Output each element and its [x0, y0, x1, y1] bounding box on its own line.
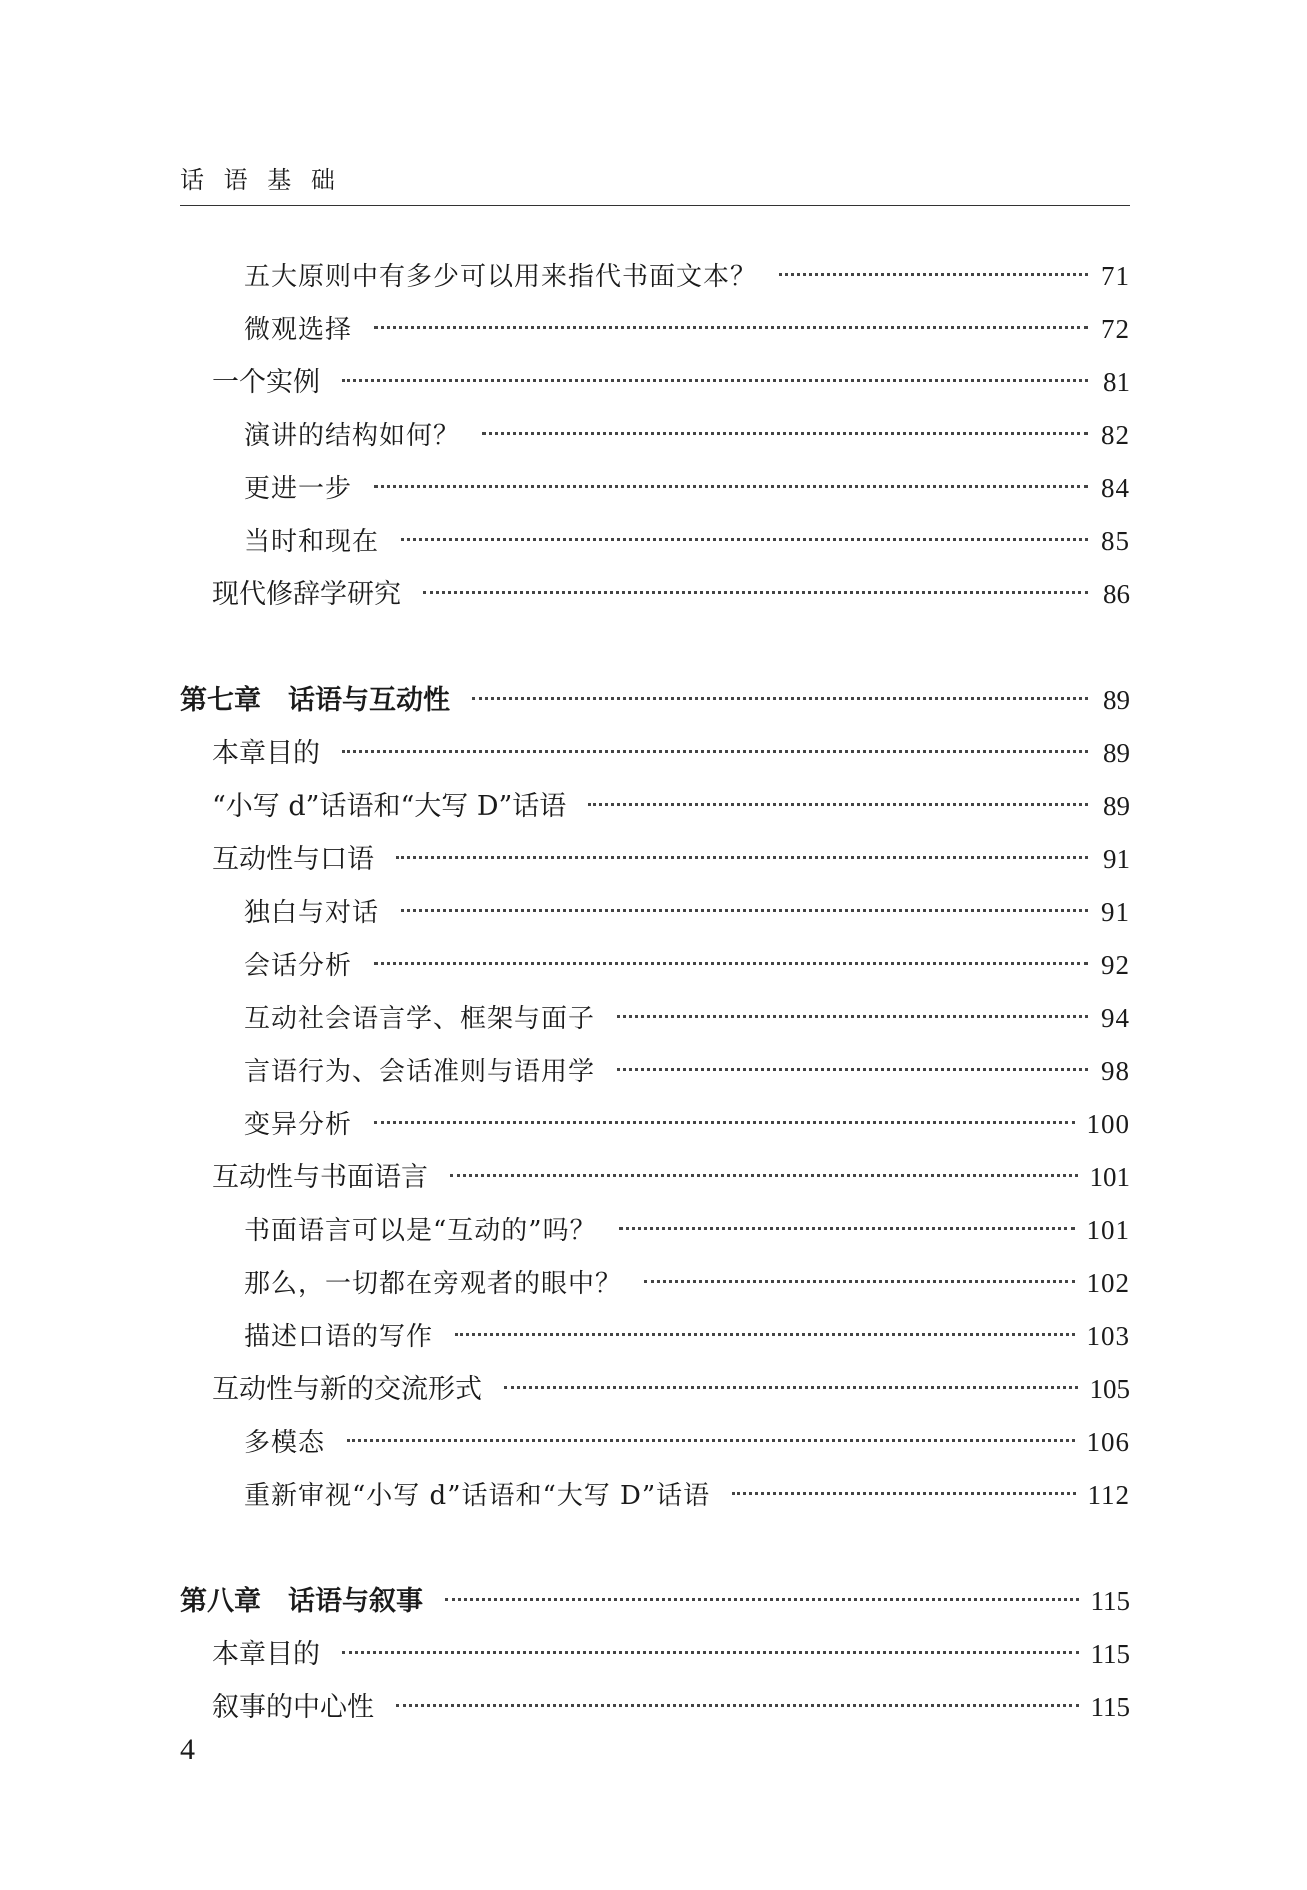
toc-entry-page: 84 — [1101, 473, 1130, 503]
toc-entry — [180, 250, 1130, 303]
toc-entry-title: “小写 d”话语和“大写 D”话语 — [212, 791, 567, 822]
toc-entry-title: 现代修辞学研究 — [212, 579, 401, 610]
toc-entry-page: 89 — [1103, 738, 1130, 768]
dot-leader — [482, 432, 1088, 435]
dot-leader — [445, 1598, 1079, 1601]
toc-entry — [180, 1098, 1130, 1151]
toc-entry-page: 81 — [1103, 367, 1130, 397]
chapter-heading — [180, 674, 1130, 727]
toc-entry-title: 五大原则中有多少可以用来指代书面文本？ — [244, 262, 758, 292]
toc-entry — [180, 1363, 1130, 1416]
toc-entry-page: 71 — [1101, 261, 1130, 291]
chapter-page: 89 — [1103, 685, 1130, 715]
toc-entry-page: 72 — [1101, 314, 1130, 344]
toc-entry-title: 言语行为、会话准则与语用学 — [244, 1057, 596, 1087]
chapter-page: 115 — [1090, 1586, 1130, 1616]
toc-entry-title: 多模态 — [244, 1428, 326, 1458]
toc-entry — [180, 1628, 1130, 1681]
toc-entry — [180, 992, 1130, 1045]
dot-leader — [396, 1704, 1079, 1707]
chapter-heading — [180, 1575, 1130, 1628]
toc-entry — [180, 356, 1130, 409]
toc-entry — [180, 462, 1130, 515]
toc-entry — [180, 727, 1130, 780]
toc-entry — [180, 1257, 1130, 1310]
section-gap — [180, 621, 1130, 674]
dot-leader — [450, 1174, 1078, 1177]
dot-leader — [401, 909, 1088, 912]
toc-entry-title: 描述口语的写作 — [244, 1322, 434, 1352]
toc-entry-page: 115 — [1090, 1639, 1130, 1669]
toc-entry — [180, 1469, 1130, 1522]
toc-entry-page: 86 — [1103, 579, 1130, 609]
toc-entry — [180, 409, 1130, 462]
chapter-title: 第八章 话语与叙事 — [180, 1586, 423, 1617]
dot-leader — [644, 1280, 1074, 1283]
dot-leader — [455, 1333, 1074, 1336]
toc-entry-title: 演讲的结构如何？ — [244, 421, 461, 451]
toc-entry — [180, 303, 1130, 356]
dot-leader — [619, 1227, 1075, 1230]
dot-leader — [401, 538, 1088, 541]
toc-entry-title: 变异分析 — [244, 1110, 353, 1140]
toc-entry-title: 当时和现在 — [244, 527, 380, 557]
section-gap — [180, 1522, 1130, 1575]
toc-entry-page: 102 — [1086, 1268, 1130, 1298]
toc-entry — [180, 780, 1130, 833]
dot-leader — [732, 1492, 1075, 1495]
chapter-title: 第七章 话语与互动性 — [180, 685, 450, 716]
toc-entry-page: 112 — [1087, 1480, 1130, 1510]
toc-entry-page: 85 — [1101, 526, 1130, 556]
toc-entry-title: 那么，一切都在旁观者的眼中？ — [244, 1269, 623, 1299]
toc-entry — [180, 515, 1130, 568]
dot-leader — [423, 591, 1088, 594]
toc-entry-page: 115 — [1090, 1692, 1130, 1722]
dot-leader — [374, 1121, 1074, 1124]
toc-entry-page: 103 — [1086, 1321, 1130, 1351]
toc-entry — [180, 939, 1130, 992]
toc-entry-page: 100 — [1086, 1109, 1130, 1139]
toc-entry-title: 叙事的中心性 — [212, 1692, 374, 1723]
toc-entry-page: 101 — [1086, 1215, 1130, 1245]
toc-entry — [180, 1681, 1130, 1734]
toc-entry-title: 互动性与口语 — [212, 844, 374, 875]
toc-entry-page: 82 — [1101, 420, 1130, 450]
dot-leader — [374, 485, 1088, 488]
toc-entry-page: 89 — [1103, 791, 1130, 821]
page-number: 4 — [180, 1733, 195, 1766]
toc-entry-title: 互动社会语言学、框架与面子 — [244, 1004, 596, 1034]
toc-entry-title: 本章目的 — [212, 1639, 320, 1670]
dot-leader — [342, 750, 1088, 753]
dot-leader — [472, 697, 1088, 700]
toc-entry-title: 互动性与新的交流形式 — [212, 1374, 482, 1405]
toc-entry — [180, 833, 1130, 886]
toc-entry-title: 重新审视“小写 d”话语和“大写 D”话语 — [244, 1481, 711, 1511]
dot-leader — [504, 1386, 1078, 1389]
dot-leader — [588, 803, 1088, 806]
dot-leader — [342, 1651, 1079, 1654]
dot-leader — [374, 326, 1088, 329]
toc-entry-page: 92 — [1101, 950, 1130, 980]
dot-leader — [342, 379, 1088, 382]
toc-entry-title: 一个实例 — [212, 367, 320, 398]
toc-entry — [180, 1045, 1130, 1098]
toc-entry-title: 独白与对话 — [244, 898, 380, 928]
toc-entry-page: 105 — [1089, 1374, 1130, 1404]
toc-entry-title: 微观选择 — [244, 315, 353, 345]
toc-entry-page: 106 — [1086, 1427, 1130, 1457]
dot-leader — [396, 856, 1088, 859]
toc-entry-title: 会话分析 — [244, 951, 353, 981]
toc-entry-title: 书面语言可以是“互动的”吗？ — [244, 1216, 597, 1246]
dot-leader — [347, 1439, 1074, 1442]
dot-leader — [617, 1068, 1088, 1071]
toc-entry-page: 98 — [1101, 1056, 1130, 1086]
toc-entry — [180, 1416, 1130, 1469]
toc-entry-page: 91 — [1103, 844, 1130, 874]
toc-entry-page: 91 — [1101, 897, 1130, 927]
toc-entry — [180, 1310, 1130, 1363]
toc-entry — [180, 886, 1130, 939]
dot-leader — [617, 1015, 1088, 1018]
toc-entry-title: 互动性与书面语言 — [212, 1162, 428, 1193]
toc-entry — [180, 1204, 1130, 1257]
table-of-contents — [180, 250, 1130, 1734]
toc-entry — [180, 1151, 1130, 1204]
toc-entry-page: 101 — [1089, 1162, 1130, 1192]
dot-leader — [374, 962, 1088, 965]
toc-entry-page: 94 — [1101, 1003, 1130, 1033]
toc-entry-title: 更进一步 — [244, 474, 353, 504]
running-head: 话 语 基 础 — [180, 166, 341, 194]
toc-entry — [180, 568, 1130, 621]
toc-entry-title: 本章目的 — [212, 738, 320, 769]
header-rule — [180, 205, 1130, 206]
dot-leader — [779, 273, 1088, 276]
